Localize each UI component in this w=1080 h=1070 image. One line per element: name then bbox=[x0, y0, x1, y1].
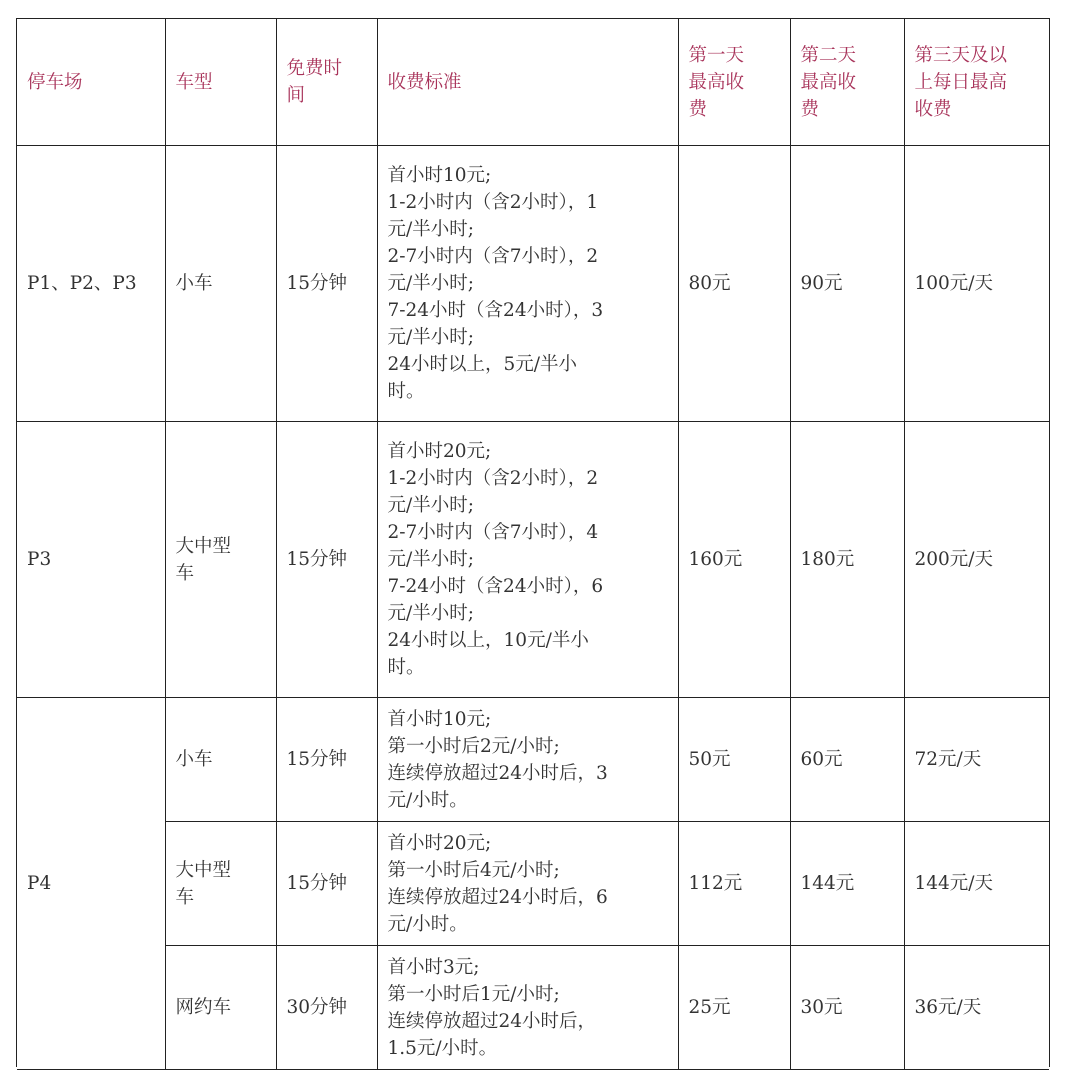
cell-day1-max: 25元 bbox=[678, 946, 790, 1070]
cell-day2-max: 144元 bbox=[790, 822, 904, 946]
type-line: 小车 bbox=[175, 273, 213, 294]
header-line: 第二天 bbox=[800, 44, 857, 66]
cell-fee-standard bbox=[377, 698, 678, 822]
cell-fee-standard bbox=[377, 146, 678, 422]
cell-fee-standard bbox=[377, 422, 678, 698]
cell-day3-plus-max: 72元/天 bbox=[904, 698, 1049, 822]
std-line: 第一小时后1元/小时; bbox=[387, 983, 560, 1005]
header-line: 第三天及以 bbox=[914, 44, 1008, 66]
std-line: 连续停放超过24小时后，6 bbox=[387, 886, 608, 908]
table-row bbox=[17, 822, 1049, 946]
table-row bbox=[17, 422, 1049, 698]
cell-day2-max: 30元 bbox=[790, 946, 904, 1070]
std-line: 连续停放超过24小时后，3 bbox=[387, 762, 608, 784]
header-line: 收费 bbox=[914, 98, 952, 120]
std-line: 第一小时后2元/小时; bbox=[387, 735, 560, 757]
cell-day1-max: 160元 bbox=[678, 422, 790, 698]
cell-vehicle-type bbox=[165, 422, 276, 698]
type-line: 车 bbox=[175, 562, 195, 584]
std-line: 连续停放超过24小时后， bbox=[387, 1010, 597, 1032]
std-line: 7-24小时（含24小时），6 bbox=[387, 576, 604, 597]
table-row bbox=[17, 698, 1049, 822]
header-free-time bbox=[276, 19, 377, 146]
std-line: 首小时10元; bbox=[387, 708, 492, 730]
std-line: 元/小时。 bbox=[387, 789, 468, 811]
cell-day3-plus-max: 144元/天 bbox=[904, 822, 1049, 946]
cell-day1-max: 112元 bbox=[678, 822, 790, 946]
header-day1-max bbox=[678, 19, 790, 146]
std-line: 元/半小时; bbox=[387, 219, 474, 240]
header-line: 车型 bbox=[175, 71, 213, 93]
std-line: 时。 bbox=[387, 381, 425, 402]
std-line: 2-7小时内（含7小时），4 bbox=[387, 522, 599, 543]
cell-day2-max: 90元 bbox=[790, 146, 904, 422]
cell-day1-max: 50元 bbox=[678, 698, 790, 822]
type-line: 网约车 bbox=[175, 997, 232, 1018]
std-line: 首小时10元; bbox=[387, 165, 492, 186]
cell-free-time: 15分钟 bbox=[276, 822, 377, 946]
cell-fee-standard bbox=[377, 946, 678, 1070]
cell-day2-max: 60元 bbox=[790, 698, 904, 822]
header-line: 免费时 bbox=[286, 58, 343, 79]
type-line: 小车 bbox=[175, 749, 213, 770]
table-row bbox=[17, 946, 1049, 1070]
type-line: 车 bbox=[175, 886, 195, 908]
std-line: 24小时以上，10元/半小 bbox=[387, 630, 589, 651]
std-line: 元/半小时; bbox=[387, 495, 474, 516]
header-line: 收费标准 bbox=[387, 71, 462, 93]
header-line: 费 bbox=[688, 98, 708, 120]
cell-day2-max: 180元 bbox=[790, 422, 904, 698]
cell-free-time: 30分钟 bbox=[276, 946, 377, 1070]
std-line: 元/半小时; bbox=[387, 273, 474, 294]
std-line: 元/小时。 bbox=[387, 913, 468, 935]
cell-day3-plus-max: 36元/天 bbox=[904, 946, 1049, 1070]
header-line: 第一天 bbox=[688, 44, 745, 66]
std-line: 1-2小时内（含2小时），2 bbox=[387, 468, 599, 489]
cell-vehicle-type bbox=[165, 822, 276, 946]
header-day2-max bbox=[790, 19, 904, 146]
std-line: 首小时20元; bbox=[387, 441, 492, 462]
header-line: 停车场 bbox=[27, 71, 83, 93]
cell-vehicle-type bbox=[165, 146, 276, 422]
header-line: 费 bbox=[800, 98, 820, 120]
header-vehicle-type bbox=[165, 19, 276, 146]
cell-day3-plus-max: 200元/天 bbox=[904, 422, 1049, 698]
header-line: 上每日最高 bbox=[914, 71, 1008, 93]
std-line: 首小时20元; bbox=[387, 832, 492, 854]
type-line: 大中型 bbox=[175, 859, 232, 881]
header-fee-standard bbox=[377, 19, 678, 146]
header-line: 间 bbox=[286, 85, 306, 106]
cell-day3-plus-max: 100元/天 bbox=[904, 146, 1049, 422]
cell-free-time: 15分钟 bbox=[276, 422, 377, 698]
cell-parking-lot: P1、P2、P3 bbox=[17, 146, 165, 422]
header-parking-lot bbox=[17, 19, 165, 146]
cell-vehicle-type bbox=[165, 698, 276, 822]
std-line: 元/半小时; bbox=[387, 327, 474, 348]
std-line: 7-24小时（含24小时），3 bbox=[387, 300, 604, 321]
std-line: 元/半小时; bbox=[387, 603, 474, 624]
std-line: 1-2小时内（含2小时），1 bbox=[387, 192, 599, 213]
cell-free-time: 15分钟 bbox=[276, 698, 377, 822]
std-line: 时。 bbox=[387, 657, 425, 678]
parking-fee-table bbox=[17, 19, 1049, 1070]
table-header-row bbox=[17, 19, 1049, 146]
cell-vehicle-type bbox=[165, 946, 276, 1070]
type-line: 大中型 bbox=[175, 535, 232, 557]
std-line: 24小时以上，5元/半小 bbox=[387, 354, 578, 375]
parking-fee-document bbox=[16, 18, 1050, 1067]
cell-parking-lot: P4 bbox=[17, 698, 165, 1070]
cell-fee-standard bbox=[377, 822, 678, 946]
std-line: 首小时3元; bbox=[387, 956, 480, 978]
header-day3-plus-max bbox=[904, 19, 1049, 146]
header-line: 最高收 bbox=[800, 71, 857, 93]
cell-parking-lot: P3 bbox=[17, 422, 165, 698]
std-line: 2-7小时内（含7小时），2 bbox=[387, 246, 599, 267]
cell-day1-max: 80元 bbox=[678, 146, 790, 422]
header-line: 最高收 bbox=[688, 71, 745, 93]
table-row bbox=[17, 146, 1049, 422]
std-line: 1.5元/小时。 bbox=[387, 1037, 498, 1059]
std-line: 元/半小时; bbox=[387, 549, 474, 570]
cell-free-time: 15分钟 bbox=[276, 146, 377, 422]
std-line: 第一小时后4元/小时; bbox=[387, 859, 560, 881]
